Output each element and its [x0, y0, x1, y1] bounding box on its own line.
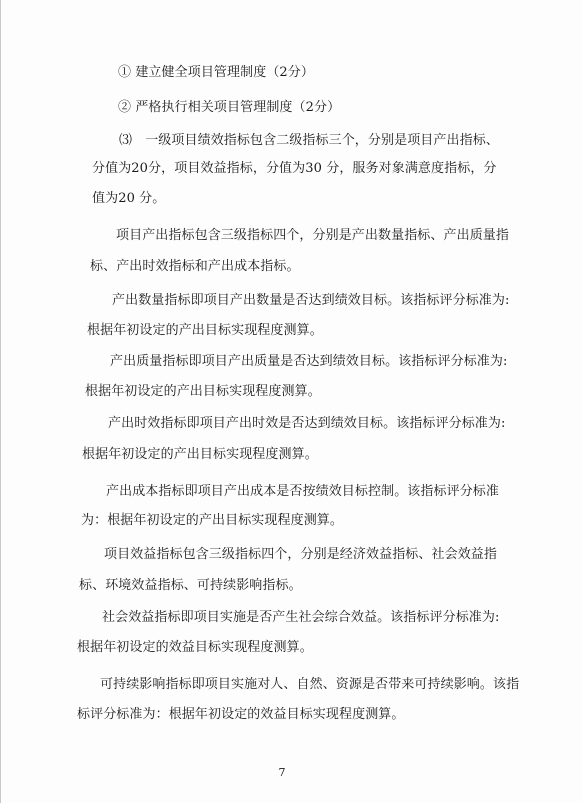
paragraph-line: 根据年初设定的产出目标实现程度测算。	[82, 447, 318, 462]
paragraph-line: 标评分标准为：根据年初设定的效益目标实现程度测算。	[77, 707, 405, 722]
paragraph-line: 项目产出指标包含三级指标四个，分别是产出数量指标、产出质量指	[116, 228, 510, 243]
paragraph-line: 项目效益指标包含三级指标四个，分别是经济效益指标、社会效益指	[104, 547, 498, 562]
paragraph-line: 可持续影响指标即项目实施对人、自然、资源是否带来可持续影响。该指	[100, 677, 520, 692]
paragraph-line: 产出时效指标即项目产出时效是否达到绩效目标。该指标评分标准为:	[108, 416, 506, 431]
paragraph-line: 社会效益指标即项目实施是否产生社会综合效益。该指标评分标准为:	[102, 610, 500, 625]
paragraph-line: 标、环境效益指标、可持续影响指标。	[79, 578, 302, 593]
list-item: ① 建立健全项目管理制度（2分）	[118, 65, 315, 80]
paragraph-line: ⑶ 一级项目绩效指标包含二级指标三个，分别是项目产出指标、	[119, 133, 499, 148]
paragraph-line: 为：根据年初设定的产出目标实现程度测算。	[81, 513, 344, 528]
paragraph-line: 根据年初设定的效益目标实现程度测算。	[77, 640, 313, 655]
list-item: ② 严格执行相关项目管理制度（2分）	[118, 100, 341, 115]
paragraph-line: 根据年初设定的产出目标实现程度测算。	[87, 323, 323, 338]
paragraph-line: 产出质量指标即项目产出质量是否达到绩效目标。该指标评分标准为:	[110, 354, 508, 369]
paragraph-line: 产出成本指标即项目产出成本是否按绩效目标控制。该指标评分标准	[106, 484, 500, 499]
page-number: 7	[278, 766, 286, 779]
paragraph-line: 产出数量指标即项目产出数量是否达到绩效目标。该指标评分标准为:	[112, 293, 510, 308]
paragraph-line: 根据年初设定的产出目标实现程度测算。	[85, 384, 321, 399]
paragraph-line: 标、产出时效指标和产出成本指标。	[90, 259, 300, 274]
paragraph-line: 值为20 分。	[92, 191, 166, 206]
paragraph-line: 分值为20分，项目效益指标，分值为30 分，服务对象满意度指标，分	[92, 161, 497, 176]
